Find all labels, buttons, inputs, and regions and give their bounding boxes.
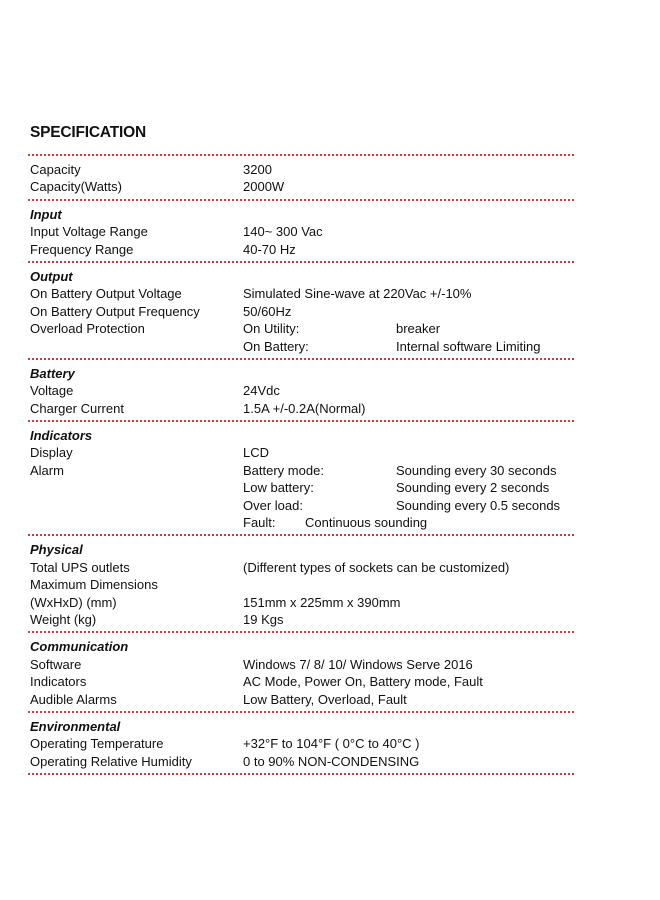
section-physical (28, 536, 574, 631)
spec-row (30, 382, 574, 399)
spec-subkey: On Battery: (243, 338, 309, 354)
spec-value: +32°F to 104°F ( 0°C to 40°C ) (243, 736, 420, 752)
spec-label: Total UPS outlets (30, 559, 130, 575)
section-heading: Environmental (30, 718, 121, 734)
spec-value: Simulated Sine-wave at 220Vac +/-10% (243, 286, 472, 302)
spec-subkey: Low battery: (243, 480, 314, 496)
section-heading: Physical (30, 542, 83, 558)
spec-label: Voltage (30, 383, 74, 399)
spec-label: Software (30, 656, 82, 672)
spec-row (30, 178, 574, 195)
spec-row (30, 656, 574, 673)
spec-label: Charger Current (30, 400, 124, 416)
spec-row (30, 338, 574, 355)
spec-sheet (28, 154, 574, 775)
spec-label (30, 497, 243, 514)
spec-row (30, 594, 574, 611)
section-battery (28, 360, 574, 420)
spec-value: LCD (243, 445, 270, 461)
spec-row (30, 241, 574, 258)
spec-subvalue: Sounding every 0.5 seconds (396, 497, 561, 513)
spec-subkey: Battery mode: (243, 462, 324, 478)
section-divider (28, 773, 574, 775)
spec-value: (Different types of sockets can be customized) (243, 559, 510, 575)
section-heading: Battery (30, 365, 75, 381)
spec-label: Capacity(Watts) (30, 179, 122, 195)
spec-label (30, 479, 243, 496)
page-title: SPECIFICATION (30, 124, 146, 141)
spec-label: On Battery Output Voltage (30, 286, 182, 302)
spec-row (30, 735, 574, 752)
spec-row (30, 559, 574, 576)
spec-value: 1.5A +/-0.2A(Normal) (243, 400, 366, 416)
section-environmental (28, 713, 574, 773)
spec-value: Windows 7/ 8/ 10/ Windows Serve 2016 (243, 656, 473, 672)
section-indicators (28, 422, 574, 534)
spec-subvalue: Continuous sounding (305, 515, 428, 531)
spec-row (30, 479, 574, 496)
spec-subvalue: Sounding every 30 seconds (396, 462, 557, 478)
spec-label: Display (30, 445, 73, 461)
spec-row (30, 462, 574, 479)
spec-label: (WxHxD) (mm) (30, 594, 117, 610)
spec-label: Input Voltage Range (30, 224, 148, 240)
spec-row (30, 320, 574, 337)
spec-value: 0 to 90% NON-CONDENSING (243, 753, 420, 769)
spec-label: Operating Temperature (30, 736, 164, 752)
spec-row (30, 400, 574, 417)
spec-value: 2000W (243, 179, 285, 195)
spec-value: 151mm x 225mm x 390mm (243, 594, 401, 610)
spec-row (30, 303, 574, 320)
spec-label: Alarm (30, 462, 64, 478)
spec-label: Weight (kg) (30, 611, 97, 627)
section-capacity (28, 156, 574, 199)
spec-label (30, 514, 243, 531)
spec-row (30, 285, 574, 302)
spec-value: 19 Kgs (243, 611, 284, 627)
spec-value: Low Battery, Overload, Fault (243, 691, 407, 707)
spec-row (30, 161, 574, 178)
spec-value (243, 576, 574, 593)
spec-row (30, 223, 574, 240)
section-heading: Communication (30, 639, 129, 655)
spec-label: Audible Alarms (30, 691, 117, 707)
spec-subvalue: Internal software Limiting (396, 338, 541, 354)
spec-subkey: Fault: (243, 515, 276, 531)
spec-subvalue: Sounding every 2 seconds (396, 480, 550, 496)
spec-label: Frequency Range (30, 241, 134, 257)
spec-label: Maximum Dimensions (30, 577, 158, 593)
section-input (28, 201, 574, 261)
spec-value: 24Vdc (243, 383, 280, 399)
section-heading: Output (30, 268, 73, 284)
spec-row (30, 576, 574, 593)
spec-subkey: On Utility: (243, 321, 300, 337)
section-communication (28, 633, 574, 711)
spec-row (30, 444, 574, 461)
section-heading: Input (30, 206, 62, 222)
spec-row (30, 497, 574, 514)
spec-label: Capacity (30, 162, 81, 177)
spec-row (30, 611, 574, 628)
spec-row (30, 514, 574, 531)
spec-label: Operating Relative Humidity (30, 753, 192, 769)
spec-value: 50/60Hz (243, 303, 292, 319)
spec-row (30, 673, 574, 690)
spec-value: AC Mode, Power On, Battery mode, Fault (243, 674, 483, 690)
spec-row (30, 691, 574, 708)
spec-row (30, 753, 574, 770)
section-output (28, 263, 574, 358)
section-heading: Indicators (30, 428, 93, 444)
spec-label: On Battery Output Frequency (30, 303, 200, 319)
spec-label: Overload Protection (30, 321, 145, 337)
spec-value: 40-70 Hz (243, 241, 296, 257)
spec-subkey: Over load: (243, 497, 303, 513)
spec-subvalue: breaker (396, 321, 441, 337)
spec-label: Indicators (30, 674, 87, 690)
spec-value: 3200 (243, 162, 272, 177)
spec-value: 140~ 300 Vac (243, 224, 323, 240)
spec-label (30, 338, 243, 355)
